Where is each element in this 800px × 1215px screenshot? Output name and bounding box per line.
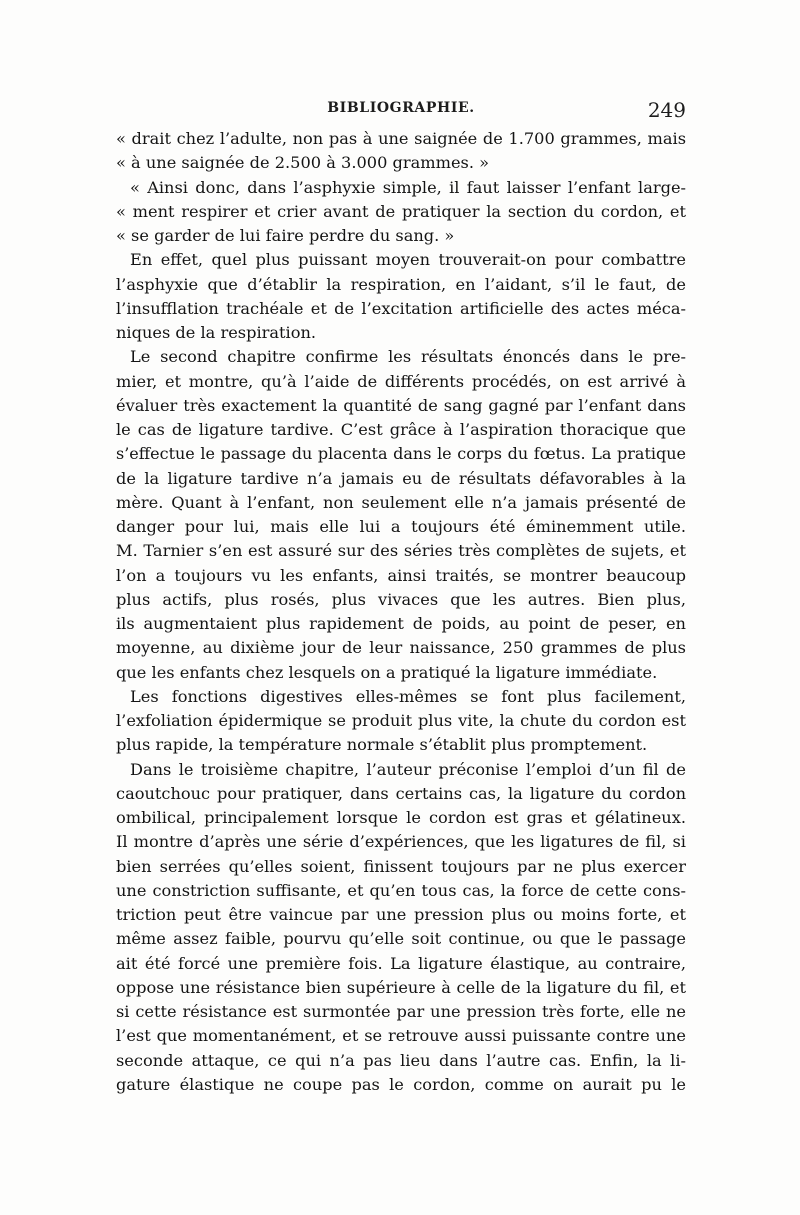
text-line: le cas de ligature tardive. C’est grâce à l’aspiration thoracique que bbox=[116, 420, 686, 439]
text-line: danger pour lui, mais elle lui a toujours été éminemment utile. bbox=[116, 517, 686, 536]
text-line: si cette résistance est surmontée par une pression très forte, elle ne bbox=[116, 1002, 686, 1021]
text-line: Le second chapitre confirme les résultats énoncés dans le pre- bbox=[130, 347, 686, 367]
text-line: « à une saignée de 2.500 à 3.000 grammes. » bbox=[116, 153, 490, 173]
text-line: moyenne, au dixième jour de leur naissance, 250 grammes de plus bbox=[116, 638, 686, 658]
text-line: bien serrées qu’elles soient, finissent toujours par ne plus exercer bbox=[116, 856, 686, 876]
text-line: « Ainsi donc, dans l’asphyxie simple, il faut laisser l’enfant large- bbox=[130, 177, 686, 197]
text-line: niques de la respiration. bbox=[116, 323, 317, 342]
body-text bbox=[116, 127, 686, 1097]
text-line: ils augmentaient plus rapidement de poids, au point de peser, en bbox=[116, 614, 686, 633]
text-line: ait été forcé une première fois. La ligature élastique, au contraire, bbox=[116, 953, 686, 973]
text-line: que les enfants chez lesquels on a pratiqué la ligature immédiate. bbox=[116, 662, 658, 682]
text-line: caoutchouc pour pratiquer, dans certains cas, la ligature du cordon bbox=[116, 783, 686, 803]
text-line: l’on a toujours vu les enfants, ainsi traités, se montrer beaucoup bbox=[116, 565, 686, 585]
text-line: l’est que momentanément, et se retrouve aussi puissante contre une bbox=[116, 1026, 686, 1046]
text-line: même assez faible, pourvu qu’elle soit continue, ou que le passage bbox=[116, 929, 686, 949]
page-number: 249 bbox=[647, 98, 686, 122]
text-line: ombilical, principalement lorsque le cordon est gras et gélatineux. bbox=[116, 808, 686, 827]
text-line: l’exfoliation épidermique se produit plus vite, la chute du cordon est bbox=[116, 711, 686, 730]
text-line: Il montre d’après une série d’expériences, que les ligatures de fil, si bbox=[116, 832, 686, 852]
text-line: s’effectue le passage du placenta dans le corps du fœtus. La pratique bbox=[116, 444, 686, 464]
text-line: « drait chez l’adulte, non pas à une saignée de 1.700 grammes, mais bbox=[116, 129, 686, 148]
text-line: plus rapide, la température normale s’établit plus promptement. bbox=[116, 735, 648, 755]
text-line: Dans le troisième chapitre, l’auteur préconise l’emploi d’un fil de bbox=[130, 759, 686, 779]
page-header bbox=[116, 98, 686, 124]
text-line: oppose une résistance bien supérieure à celle de la ligature du fil, et bbox=[116, 977, 686, 997]
text-line: « ment respirer et crier avant de pratiquer la section du cordon, et bbox=[116, 201, 686, 221]
text-line: l’asphyxie que d’établir la respiration, en l’aidant, s’il le faut, de bbox=[116, 274, 686, 294]
text-line: « se garder de lui faire perdre du sang. » bbox=[116, 226, 455, 245]
text-line: triction peut être vaincue par une pression plus ou moins forte, et bbox=[116, 905, 686, 924]
text-line: gature élastique ne coupe pas le cordon, comme on aurait pu le bbox=[116, 1074, 686, 1094]
text-line: M. Tarnier s’en est assuré sur des séries très complètes de sujets, et bbox=[116, 541, 686, 561]
text-line: En effet, quel plus puissant moyen trouverait-on pour combattre bbox=[130, 250, 686, 270]
text-line: évaluer très exactement la quantité de sang gagné par l’enfant dans bbox=[116, 395, 686, 415]
text-line: une constriction suffisante, et qu’en tous cas, la force de cette cons- bbox=[116, 880, 686, 900]
text-line: l’insufflation trachéale et de l’excitation artificielle des actes méca- bbox=[116, 298, 686, 318]
text-line: seconde attaque, ce qui n’a pas lieu dans l’autre cas. Enfin, la li- bbox=[116, 1050, 686, 1070]
text-line: de la ligature tardive n’a jamais eu de résultats défavorables à la bbox=[116, 468, 686, 488]
text-line: mère. Quant à l’enfant, non seulement elle n’a jamais présenté de bbox=[116, 492, 686, 512]
text-line: plus actifs, plus rosés, plus vivaces que les autres. Bien plus, bbox=[116, 589, 686, 609]
text-line: Les fonctions digestives elles-mêmes se font plus facilement, bbox=[130, 686, 686, 706]
text-line: mier, et montre, qu’à l’aide de différents procédés, on est arrivé à bbox=[116, 371, 686, 391]
running-head: BIBLIOGRAPHIE. bbox=[327, 100, 475, 116]
